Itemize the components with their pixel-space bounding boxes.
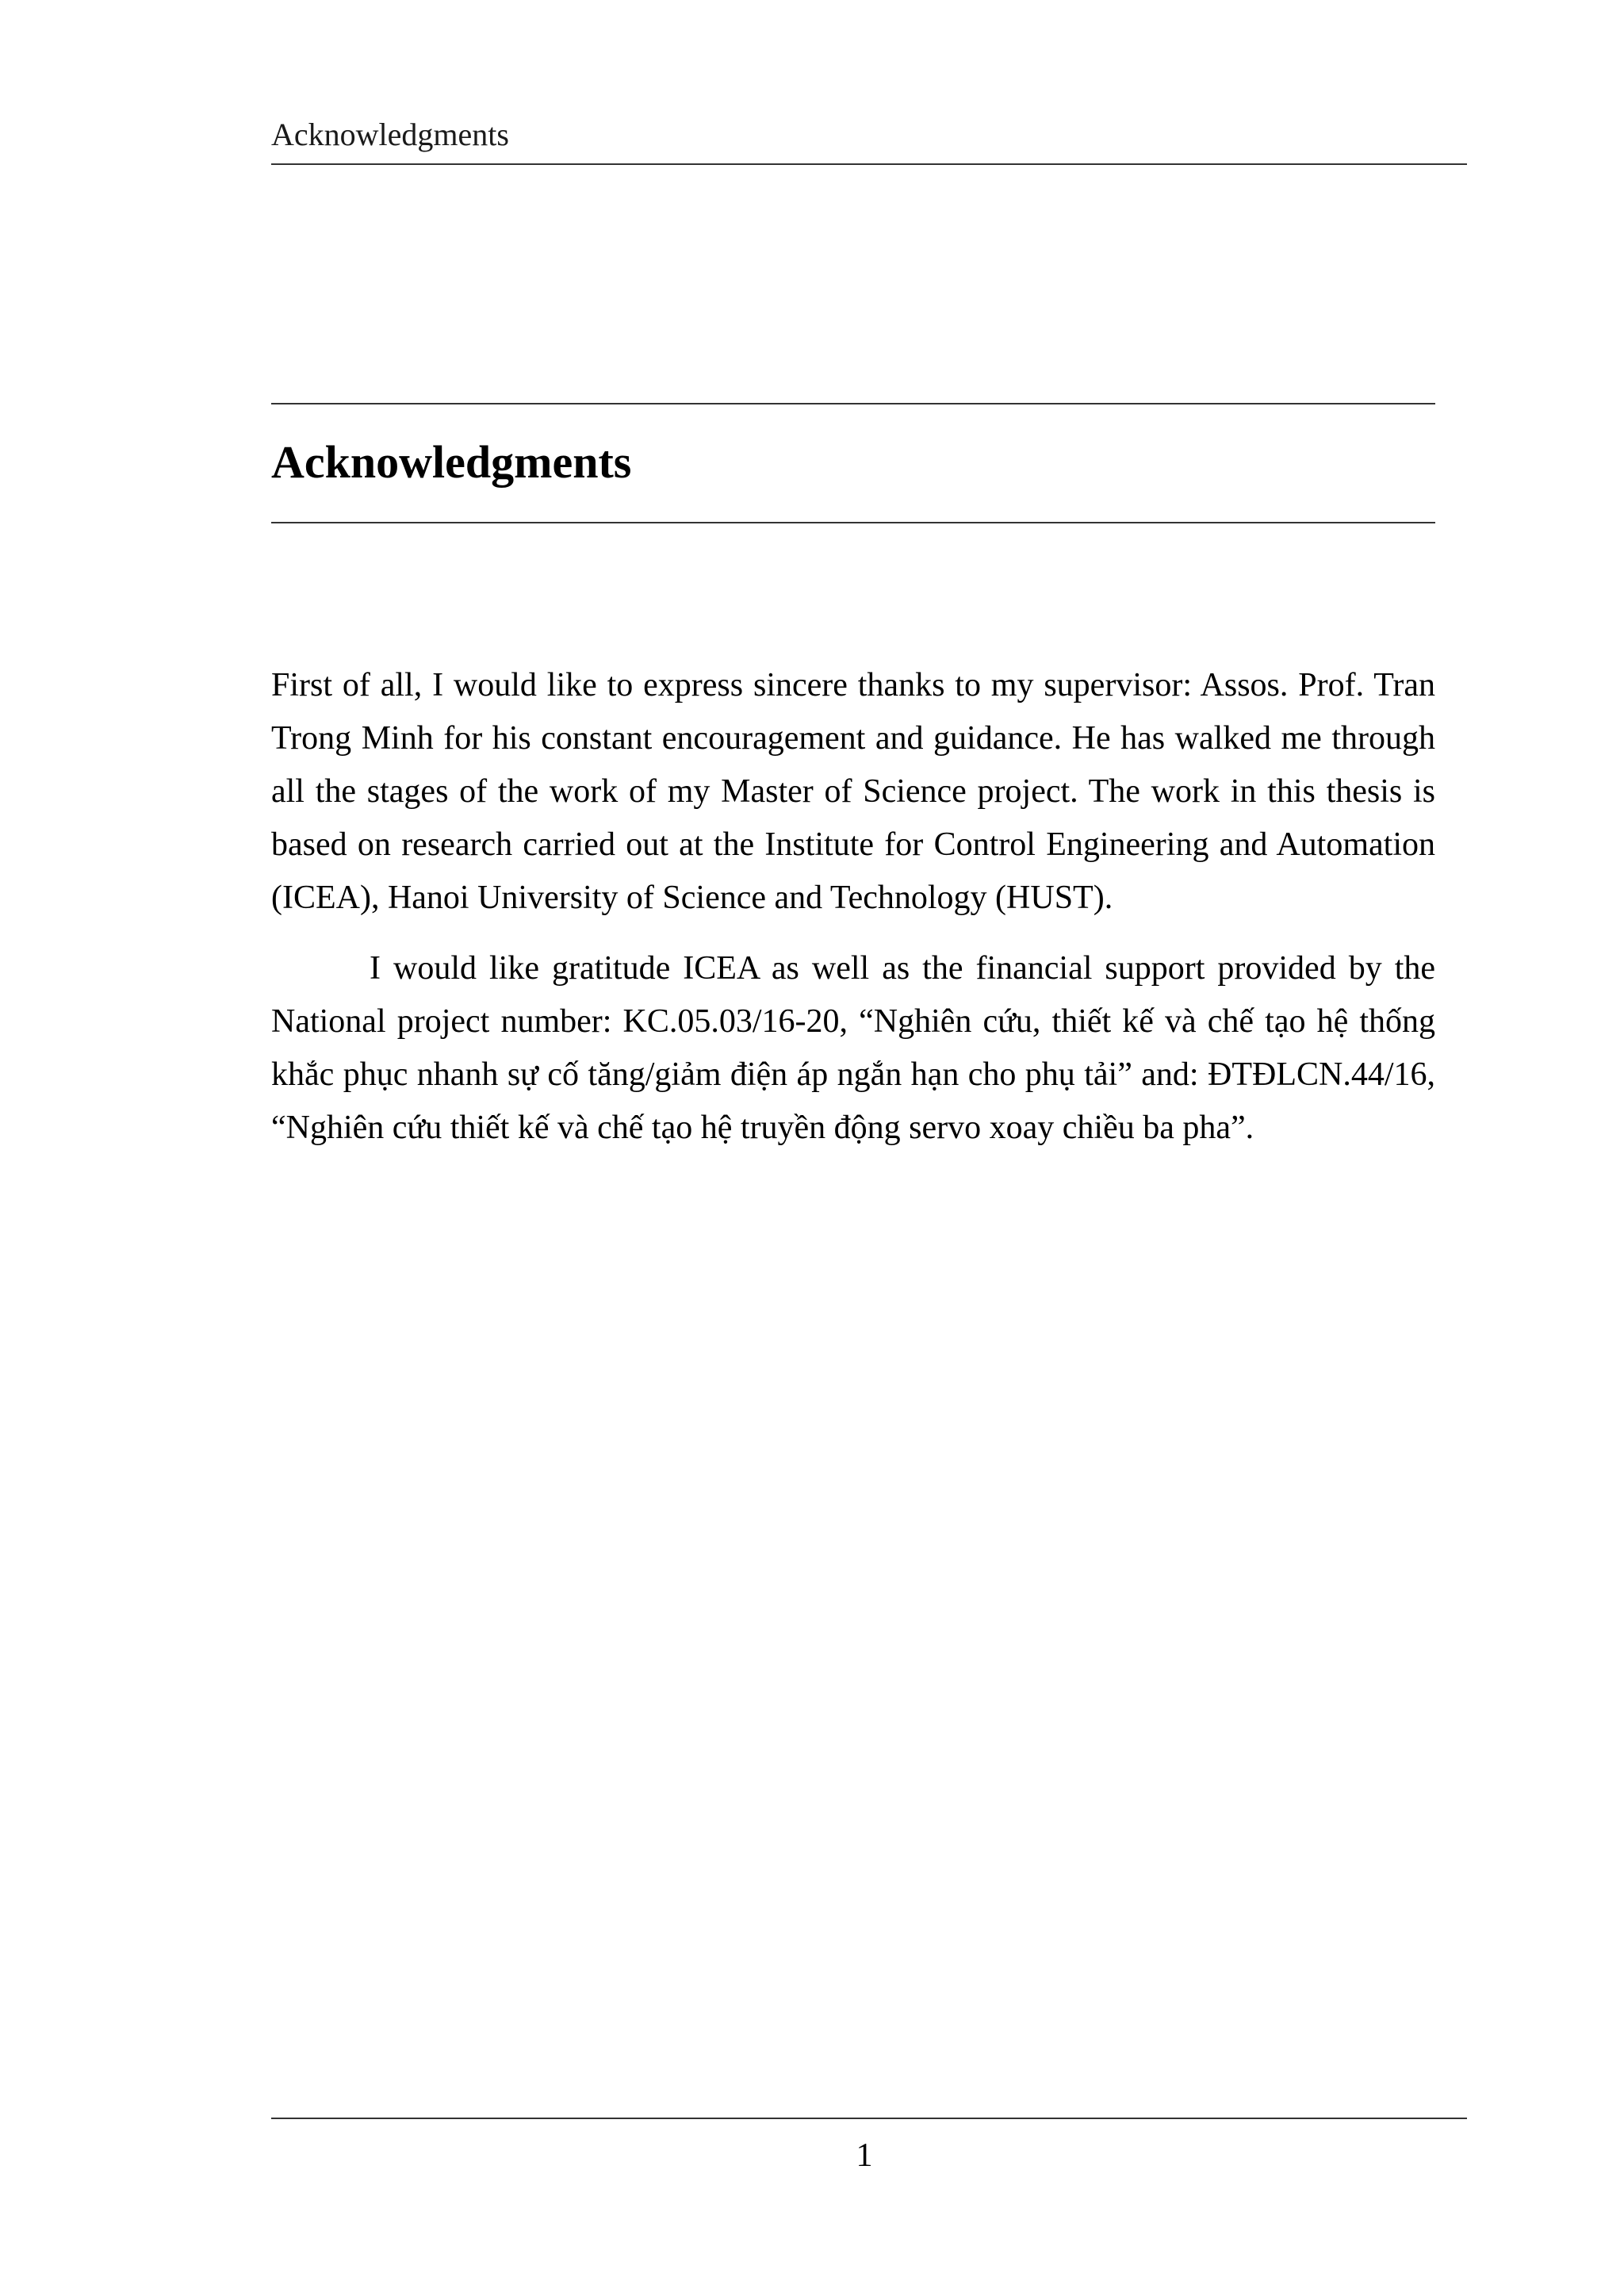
footer-divider	[271, 2118, 1467, 2119]
body-text	[271, 659, 1435, 1172]
header-divider	[271, 163, 1467, 165]
paragraph-1: First of all, I would like to express sincere thanks to my supervisor: Assos. Prof. Tran Trong Minh for his constant encouragement and guidance. He has walked me through all the stages of the work of my Master of Science project. The work in this thesis is based on research carried out at the Institute for Control Engineering and Automation (ICEA), Hanoi University of Science and Technology (HUST).	[271, 667, 1435, 916]
chapter-title: Acknowledgments	[271, 436, 632, 488]
title-top-divider	[271, 403, 1435, 404]
title-bottom-divider	[271, 522, 1435, 523]
running-header: Acknowledgments	[271, 117, 509, 152]
paragraph-2: I would like gratitude ICEA as well as the financial support provided by the National project number: KC.05.03/16-20, “Nghiên cứu, thiết kế và chế tạo hệ thống khắc phục nhanh sự cố tăng/giảm điện áp ngắn hạn cho phụ tải” and: ĐTĐLCN.44/16, “Nghiên cứu thiết kế và chế tạo hệ truyền động servo xoay chiều ba pha”.	[271, 950, 1435, 1146]
page-number: 1	[856, 2137, 873, 2174]
